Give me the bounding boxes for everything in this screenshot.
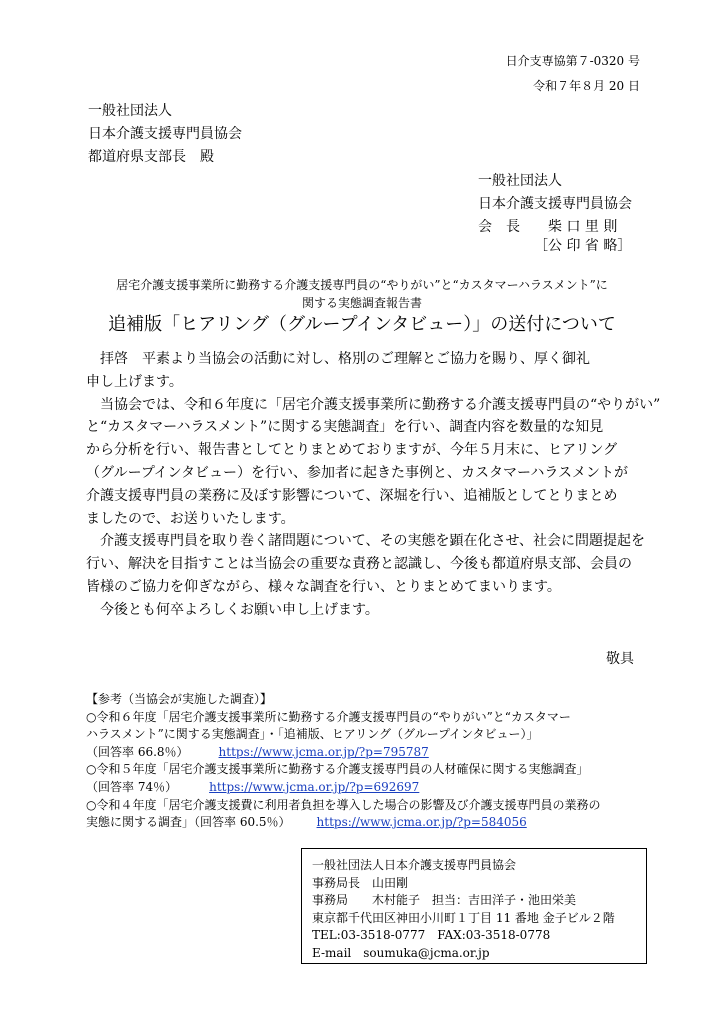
sender-line-2: 日本介護支援専門員協会 [478, 196, 632, 212]
closing-word: 敬具 [606, 651, 634, 667]
addressee-line-1: 一般社団法人 [88, 103, 172, 119]
reference-item-1-rate: （回答率 66.8％） [86, 744, 189, 759]
reference-item-1-line-2: ハラスメント”に関する実態調査」・「追補版、ヒアリング（グループインタビュー）」 [86, 727, 539, 742]
document-date: 令和７年８月 20 日 [533, 79, 640, 93]
body-line: 今後とも何卒よろしくお願い申し上げます。 [86, 601, 379, 618]
title-sub-line-2: 関する実態調査報告書 [301, 296, 422, 310]
addressee-line-2: 日本介護支援専門員協会 [88, 126, 242, 142]
contact-director: 事務局長 山田剛 [312, 875, 409, 890]
reference-item-3-text: 実態に関する調査」（回答率 60.5％） [86, 815, 291, 830]
body-line: 拝啓 平素より当協会の活動に対し、格別のご理解とご協力を賜り、厚く御礼 [86, 351, 590, 367]
contact-phone-fax: TEL:03-3518-0777 FAX:03-3518-0778 [312, 928, 551, 943]
sender-line-1: 一般社団法人 [478, 173, 562, 189]
body-line: 申し上げます。 [86, 373, 183, 390]
reference-item-3-line-1: ○令和４年度「居宅介護支援費に利用者負担を導入した場合の影響及び介護支援専門員の業務の [86, 797, 601, 812]
document-number: 日介支専協第７-0320 号 [505, 54, 640, 68]
contact-box [301, 848, 647, 964]
reference-item-3-link[interactable]: https://www.jcma.or.jp/?p=584056 [316, 815, 527, 830]
reference-item-3-line-2 [86, 814, 646, 832]
reference-item-2-line-1: ○令和５年度「居宅介護支援事業所に勤務する介護支援専門員の人材確保に関する実態調査」 [86, 762, 589, 777]
body-line: 当協会では、令和６年度に「居宅介護支援事業所に勤務する介護支援専門員の“やりがい” [86, 396, 661, 413]
contact-staff: 事務局 木村能子 担当：吉田洋子・池田栄美 [312, 893, 577, 908]
reference-item-2-line-2 [86, 779, 646, 797]
contact-address: 東京都千代田区神田小川町１丁目 11 番地 金子ビル２階 [312, 910, 615, 925]
body-line: から分析を行い、報告書としてとりまとめておりますが、今年５月末に、ヒアリング [86, 442, 618, 459]
document-title: 追補版「ヒアリング（グループインタビュー）」の送付について [108, 314, 616, 335]
body-line: 介護支援専門員の業務に及ぼす影響について、深堀を行い、追補版としてとりまとめ [86, 487, 618, 504]
addressee-line-3: 都道府県支部長 殿 [88, 149, 214, 165]
sender-line-3: 会 長 柴 口 里 則 [478, 219, 618, 235]
reference-item-1-link[interactable]: https://www.jcma.or.jp/?p=795787 [218, 744, 429, 759]
reference-item-2-rate: （回答率 74％） [86, 779, 178, 794]
body-line: 行い、解決を目指すことは当協会の重要な責務と認識し、今後も都道府県支部、会員の [86, 556, 632, 573]
body-line: ましたので、お送りいたします。 [86, 510, 295, 527]
reference-item-1-line-1: ○令和６年度「居宅介護支援事業所に勤務する介護支援専門員の“やりがい”と“カスタマー [86, 709, 571, 724]
body-line: （グループインタビュー）を行い、参加者に起きた事例と、カスタマーハラスメントが [86, 464, 628, 481]
seal-omitted-note: ［公 印 省 略］ [534, 238, 632, 254]
reference-item-2-link[interactable]: https://www.jcma.or.jp/?p=692697 [209, 779, 420, 794]
body-line: 介護支援専門員を取り巻く諸問題について、その実態を顕在化させ、社会に問題提起を [86, 533, 646, 550]
contact-email[interactable]: E-mail soumuka@jcma.or.jp [312, 945, 490, 960]
reference-section [86, 691, 646, 832]
title-sub-line-1: 居宅介護支援事業所に勤務する介護支援専門員の“やりがい”と“カスタマーハラスメント”に [116, 278, 608, 292]
body-line: と“カスタマーハラスメント”に関する実態調査」を行い、調査内容を数量的な知見 [86, 419, 604, 436]
body-line: 皆様のご協力を仰ぎながら、様々な調査を行い、とりまとめてまいります。 [86, 578, 561, 595]
letter-body [86, 348, 661, 622]
reference-heading: 【参考（当協会が実施した調査）】 [86, 692, 273, 706]
reference-item-1-line-3 [86, 744, 646, 762]
contact-organization: 一般社団法人日本介護支援専門員協会 [312, 858, 517, 872]
